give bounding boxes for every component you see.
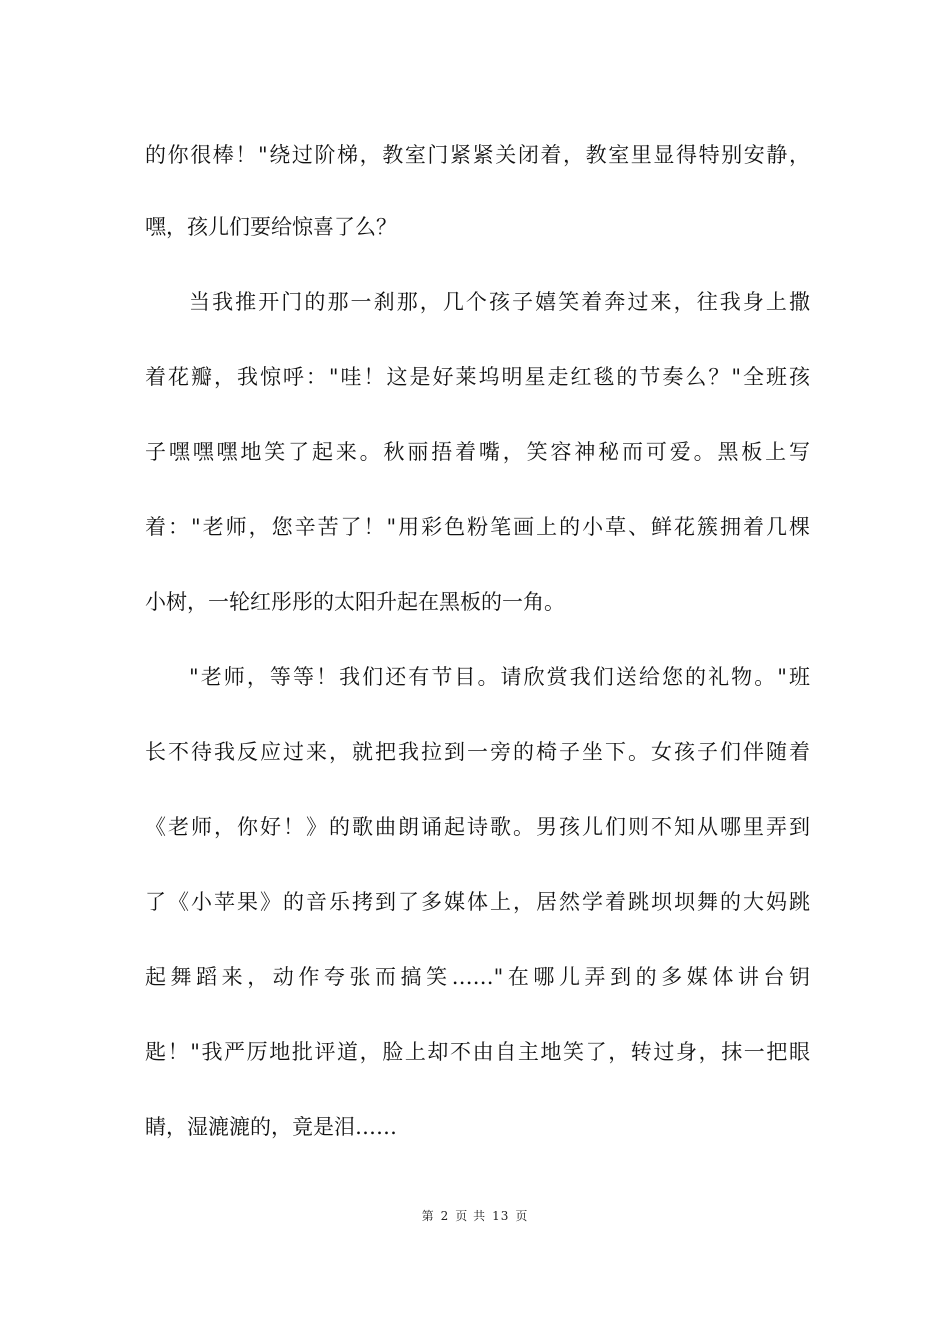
paragraph-line: 长不待我反应过来，就把我拉到一旁的椅子坐下。女孩子们伴随着 (145, 740, 810, 764)
footer-current-page: 2 (440, 1209, 450, 1223)
paragraph-line: 匙！"我严厉地批评道，脸上却不由自主地笑了，转过身，抹一把眼 (145, 1040, 810, 1064)
footer-prefix: 第 (421, 1209, 435, 1223)
paragraph-line: 睛，湿漉漉的，竟是泪…… (145, 1115, 397, 1139)
paragraph-line: 嘿，孩儿们要给惊喜了么？ (145, 215, 397, 239)
paragraph-line: 小树，一轮红彤彤的太阳升起在黑板的一角。 (145, 590, 565, 614)
paragraph-line: 着花瓣，我惊呼："哇！这是好莱坞明星走红毯的节奏么？"全班孩 (145, 365, 810, 389)
footer-middle: 页 共 (455, 1209, 487, 1223)
paragraph-line: "老师，等等！我们还有节目。请欣赏我们送给您的礼物。"班 (189, 665, 810, 689)
paragraph-line: 起舞蹈来，动作夸张而搞笑……"在哪儿弄到的多媒体讲台钥 (145, 965, 810, 989)
paragraph-line: 的你很棒！"绕过阶梯，教室门紧紧关闭着，教室里显得特别安静， (145, 143, 810, 167)
footer-total-pages: 13 (492, 1209, 510, 1223)
paragraph-line: 着："老师，您辛苦了！"用彩色粉笔画上的小草、鲜花簇拥着几棵 (145, 515, 810, 539)
page-footer (0, 1208, 950, 1224)
paragraph-line: 当我推开门的那一刹那，几个孩子嬉笑着奔过来，往我身上撒 (189, 290, 810, 314)
paragraph-line: 子嘿嘿嘿地笑了起来。秋丽捂着嘴，笑容神秘而可爱。黑板上写 (145, 440, 810, 464)
paragraph-line: 《老师，你好！》的歌曲朗诵起诗歌。男孩儿们则不知从哪里弄到 (145, 815, 810, 839)
paragraph-line: 了《小苹果》的音乐拷到了多媒体上，居然学着跳坝坝舞的大妈跳 (145, 890, 810, 914)
footer-suffix: 页 (515, 1209, 529, 1223)
